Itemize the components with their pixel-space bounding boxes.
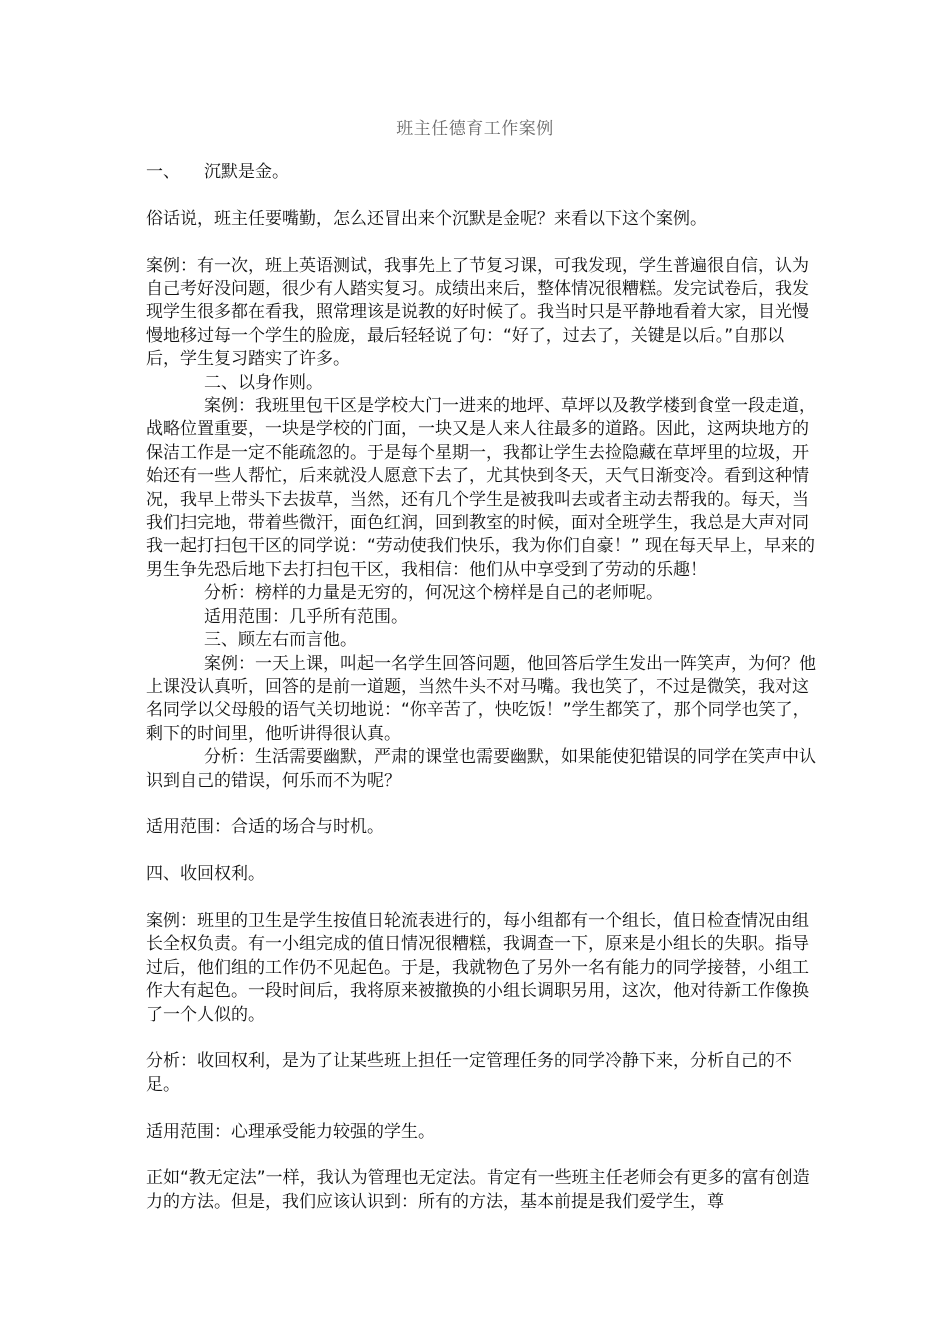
document-title: 班主任德育工作案例 xyxy=(396,119,554,139)
case-paragraph-4: 案例：班里的卫生是学生按值日轮流表进行的，每小组都有一个组长，值日检查情况由组长全权负责。有一小组完成的值日情况很糟糕，我调查一下，原来是小组长的失职。指导过后，他们组的工作仍不见起色。于是，我就物色了另外一名有能力的同学接替，小组工作大有起色。一段时间后，我将原来被撤换的小组长调职另用，这次，他对待新工作像换了一个人似的。 xyxy=(146,910,809,1025)
analysis-paragraph-3-text: 分析：生活需要幽默，严肃的课堂也需要幽默，如果能使犯错误的同学在笑声中认识到自己的错误，何乐而不为呢？ xyxy=(146,747,816,791)
case-paragraph-2 xyxy=(146,395,818,582)
scope-paragraph-4: 适用范围：心理承受能力较强的学生。 xyxy=(146,1121,435,1142)
scope-paragraph-2: 适用范围：几乎所有范围。 xyxy=(204,606,408,627)
case-paragraph-3-text: 案例：一天上课，叫起一名学生回答问题，他回答后学生发出一阵笑声，为何？他上课没认真听，回答的是前一道题，当然牛头不对马嘴。我也笑了，不过是微笑，我对这名同学以父母般的语气关切地说：“你辛苦了，快吃饭！”学生都笑了，那个同学也笑了，剩下的时间里，他听讲得很认真。 xyxy=(146,653,816,744)
intro-paragraph: 俗话说，班主任要嘴勤，怎么还冒出来个沉默是金呢？来看以下这个案例。 xyxy=(146,208,707,229)
analysis-paragraph-3 xyxy=(146,746,818,793)
case-paragraph-1: 案例：有一次，班上英语测试，我事先上了节复习课，可我发现，学生普遍很自信，认为自己考好没问题，很少有人踏实复习。成绩出来后，整体情况很糟糕。发完试卷后，我发现学生很多都在看我，照常理该是说教的好时候了。我当时只是平静地看着大家，目光慢慢地移过每一个学生的脸庞，最后轻轻说了句：“好了，过去了，关键是以后。”自那以后，学生复习踏实了许多。 xyxy=(146,255,809,370)
document-body xyxy=(146,161,818,1214)
section-number: 一、 xyxy=(146,162,180,182)
section-heading-2: 二、以身作则。 xyxy=(204,372,323,393)
section-heading-1 xyxy=(146,161,818,184)
analysis-paragraph-2: 分析：榜样的力量是无穷的，何况这个榜样是自己的老师呢。 xyxy=(204,583,663,604)
section-heading-3: 三、顾左右而言他。 xyxy=(204,630,357,651)
closing-paragraph: 正如“教无定法”一样，我认为管理也无定法。肯定有一些班主任老师会有更多的富有创造力的方法。但是，我们应该认识到：所有的方法，基本前提是我们爱学生，尊 xyxy=(146,1168,810,1212)
section-title: 沉默是金。 xyxy=(204,162,289,182)
section-heading-4: 四、收回权利。 xyxy=(146,864,265,885)
case-paragraph-2-text: 案例：我班里包干区是学校大门一进来的地坪、草坪以及教学楼到食堂一段走道，战略位置重要，一块是学校的门面，一块又是人来人往最多的道路。因此，这两块地方的保洁工作是一定不能疏忽的。于是每个星期一，我都让学生去捡隐藏在草坪里的垃圾，开始还有一些人帮忙，后来就没人愿意下去了，尤其快到冬天，天气日渐变冷。看到这种情况，我早上带头下去拔草，当然，还有几个学生是被我叫去或者主动去帮我的。每天，当我们扫完地，带着些微汗，面色红润，回到教室的时候，面对全班学生，我总是大声对同我一起打扫包干区的同学说：“劳动使我们快乐，我为你们自豪！” 现在每天早上，早来的男生争先恐后地下去打扫包干区，我相信：他们从中享受到了劳动的乐趣！ xyxy=(146,396,816,580)
analysis-paragraph-4: 分析：收回权利，是为了让某些班上担任一定管理任务的同学冷静下来，分析自己的不足。 xyxy=(146,1051,792,1095)
scope-paragraph-3: 适用范围：合适的场合与时机。 xyxy=(146,817,384,838)
case-paragraph-3 xyxy=(146,653,818,747)
